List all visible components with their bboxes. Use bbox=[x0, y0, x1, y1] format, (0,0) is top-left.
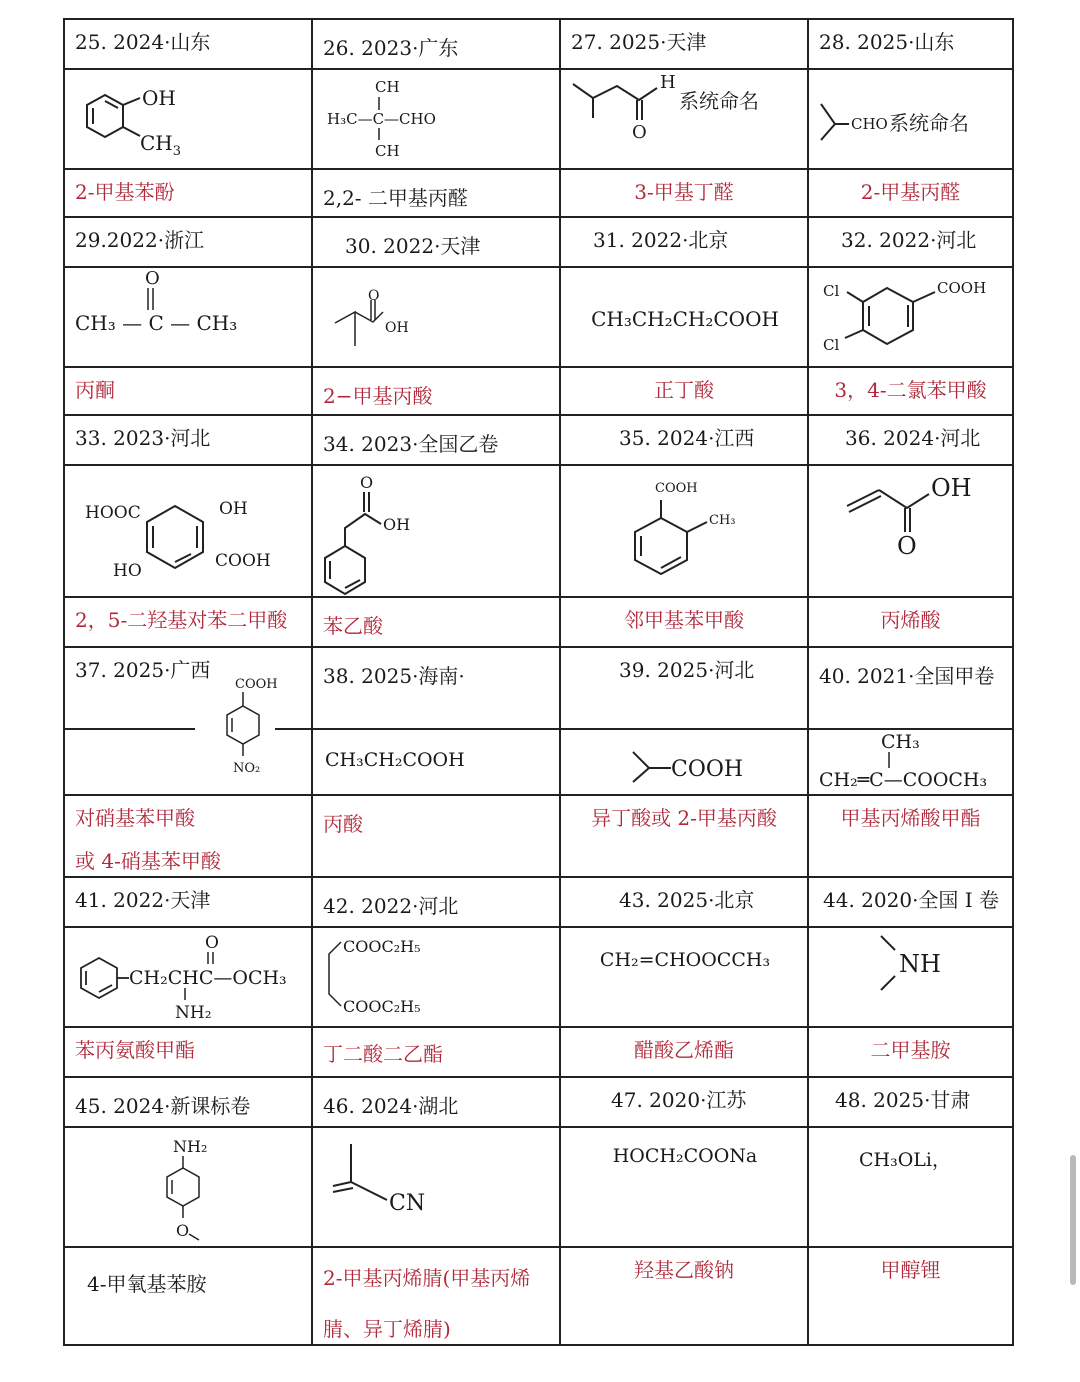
oh-label: OH bbox=[385, 320, 409, 336]
header-cell bbox=[64, 415, 312, 465]
question-label: 38. 2025·海南· bbox=[323, 664, 465, 688]
chain-label: CH₂CHC—OCH₃ bbox=[129, 967, 287, 989]
header-row bbox=[64, 1077, 1013, 1127]
answer-row bbox=[64, 1027, 1013, 1077]
header-cell bbox=[64, 877, 312, 927]
answer-cell bbox=[64, 597, 312, 647]
answer-cell bbox=[560, 169, 808, 217]
answer-row bbox=[64, 597, 1013, 647]
ch3-label: $CH_3$ bbox=[140, 131, 182, 159]
answer-cell bbox=[312, 1247, 560, 1345]
structure-methyl-methacrylate bbox=[809, 730, 1013, 795]
answer-cell bbox=[560, 795, 808, 877]
question-label: 46. 2024·湖北 bbox=[323, 1094, 459, 1118]
answer-text: 2，5-二羟基对苯二甲酸 bbox=[75, 608, 288, 632]
answer-text-alt: 或 4-硝基苯甲酸 bbox=[75, 849, 221, 873]
header-row bbox=[64, 19, 1013, 69]
cooh-label: COOH bbox=[655, 481, 698, 496]
nh2-label: NH₂ bbox=[173, 1137, 208, 1156]
structure-cell bbox=[808, 69, 1013, 169]
o-label: O bbox=[632, 122, 647, 143]
answer-text: 2-甲基丙醛 bbox=[860, 180, 961, 204]
question-label: 45. 2024·新课标卷 bbox=[75, 1094, 251, 1118]
o-label: O bbox=[360, 473, 374, 492]
answer-text: 丙酸 bbox=[323, 812, 363, 836]
structure-row bbox=[64, 1127, 1013, 1247]
structure-cell bbox=[64, 267, 312, 367]
answer-text: 甲基丙烯酸甲酯 bbox=[840, 806, 981, 830]
answer-cell bbox=[312, 597, 560, 647]
header-cell bbox=[560, 19, 808, 69]
header-cell bbox=[560, 217, 808, 267]
header-cell bbox=[312, 217, 560, 267]
ch3-label: CH₃ bbox=[709, 513, 736, 528]
header-cell bbox=[64, 217, 312, 267]
header-row bbox=[64, 415, 1013, 465]
header-cell bbox=[312, 19, 560, 69]
header-row bbox=[64, 877, 1013, 927]
cn-label: CN bbox=[389, 1191, 426, 1216]
answer-cell bbox=[64, 1247, 312, 1345]
answer-cell bbox=[312, 795, 560, 877]
chemistry-naming-table bbox=[63, 18, 1014, 1346]
structure-cell bbox=[808, 1127, 1013, 1247]
answer-text-alt: 腈、异丁烯腈) bbox=[323, 1317, 451, 1341]
ester-label: COOC₂H₅ bbox=[343, 997, 421, 1016]
answer-cell bbox=[64, 169, 312, 217]
structure-cell bbox=[64, 927, 312, 1027]
nh2-label: NH₂ bbox=[175, 1003, 212, 1023]
formula-text: CH₂═C—COOCH₃ bbox=[819, 769, 988, 791]
answer-text: 4-甲氧基苯胺 bbox=[87, 1272, 207, 1296]
answer-cell bbox=[560, 367, 808, 415]
structure-cell bbox=[312, 927, 560, 1027]
header-cell bbox=[312, 1077, 560, 1127]
formula-text: CH₃ — C — CH₃ bbox=[75, 311, 238, 335]
header-cell bbox=[64, 1077, 312, 1127]
structure-vinyl-acetate bbox=[561, 928, 808, 1027]
header-cell bbox=[808, 415, 1013, 465]
oh-label: OH bbox=[142, 86, 176, 110]
header-cell bbox=[312, 877, 560, 927]
structure-cell bbox=[808, 927, 1013, 1027]
structure-phenylalanine-methyl-ester bbox=[65, 928, 312, 1027]
question-label: 35. 2024·江西 bbox=[619, 426, 755, 450]
structure-cell bbox=[312, 465, 560, 597]
header-cell bbox=[808, 1077, 1013, 1127]
question-label: 37. 2025·广西 bbox=[75, 658, 211, 682]
cho-label: CHO bbox=[851, 115, 888, 133]
cooh-label: COOH bbox=[671, 757, 744, 782]
formula-text: CH₃CH₂COOH bbox=[325, 749, 465, 771]
cooh-label: COOH bbox=[235, 677, 278, 692]
formula-text: CH₃CH₂CH₂COOH bbox=[591, 307, 779, 331]
structure-cell bbox=[64, 69, 312, 169]
answer-text: 2−甲基丙酸 bbox=[323, 384, 433, 408]
formula-text: CH₂=CHOOCCH₃ bbox=[599, 949, 771, 971]
answer-text: 苯乙酸 bbox=[323, 614, 383, 638]
header-cell bbox=[312, 415, 560, 465]
formula-text: HOCH₂COONa bbox=[612, 1145, 758, 1167]
structure-cell bbox=[312, 1127, 560, 1247]
oh-label: OH bbox=[219, 499, 248, 519]
question-label: 27. 2025·天津 bbox=[571, 30, 707, 54]
question-label: 36. 2024·河北 bbox=[845, 426, 981, 450]
structure-row bbox=[64, 927, 1013, 1027]
answer-text: 异丁酸或 2-甲基丙酸 bbox=[591, 806, 777, 830]
oh-label: OH bbox=[931, 474, 972, 502]
structure-cell bbox=[312, 267, 560, 367]
question-label: 44. 2020·全国 I 卷 bbox=[823, 888, 1000, 912]
structure-3-methylbutanal bbox=[561, 70, 808, 169]
o-label: O bbox=[368, 288, 380, 304]
oh-label: OH bbox=[383, 515, 411, 534]
answer-cell bbox=[64, 1027, 312, 1077]
question-label: 48. 2025·甘肃 bbox=[835, 1088, 971, 1112]
answer-text: 3，4-二氯苯甲酸 bbox=[834, 378, 987, 402]
structure-phenylacetic-acid bbox=[313, 466, 560, 597]
structure-cell bbox=[312, 69, 560, 169]
structure-row bbox=[64, 69, 1013, 169]
structure-lithium-methoxide bbox=[809, 1128, 1013, 1247]
no2-label: NO₂ bbox=[233, 761, 261, 776]
question-label: 47. 2020·江苏 bbox=[611, 1088, 747, 1112]
structure-cell bbox=[560, 69, 808, 169]
ester-label: COOC₂H₅ bbox=[343, 937, 421, 956]
structure-2-methylbenzoic-acid bbox=[561, 466, 808, 597]
answer-text: 2-甲基苯酚 bbox=[75, 180, 175, 204]
cooh-label: COOH bbox=[937, 279, 987, 297]
structure-acetone bbox=[65, 268, 312, 367]
ho-label: HO bbox=[113, 561, 142, 581]
header-cell bbox=[808, 19, 1013, 69]
question-label: 40. 2021·全国甲卷 bbox=[819, 664, 995, 688]
structure-dichlorobenzoic-acid bbox=[809, 268, 1013, 367]
answer-row bbox=[64, 367, 1013, 415]
question-label: 25. 2024·山东 bbox=[75, 30, 211, 54]
answer-text: 苯丙氨酸甲酯 bbox=[75, 1038, 195, 1062]
structure-cell bbox=[560, 267, 808, 367]
o-label: O bbox=[176, 1221, 190, 1240]
o-label: O bbox=[145, 268, 160, 289]
answer-cell bbox=[312, 367, 560, 415]
answer-cell bbox=[560, 1027, 808, 1077]
structure-dimethylamine bbox=[809, 928, 1013, 1027]
ch3-label: CH₃ bbox=[881, 731, 920, 753]
answer-text: 醋酸乙烯酯 bbox=[634, 1038, 734, 1062]
answer-text: 邻甲基苯甲酸 bbox=[624, 608, 744, 632]
nh-label: NH bbox=[899, 950, 941, 978]
question-label: 41. 2022·天津 bbox=[75, 888, 211, 912]
question-label: 26. 2023·广东 bbox=[323, 36, 459, 60]
header-cell bbox=[64, 19, 312, 69]
structure-cell bbox=[64, 677, 312, 795]
structure-2-methylpropanal bbox=[809, 70, 1013, 169]
structure-butanoic-acid bbox=[561, 268, 808, 367]
answer-row bbox=[64, 795, 1013, 877]
answer-cell bbox=[64, 367, 312, 415]
question-label: 30. 2022·天津 bbox=[345, 234, 481, 258]
answer-text: 羟基乙酸钠 bbox=[634, 1258, 734, 1282]
answer-text: 甲醇锂 bbox=[880, 1258, 941, 1282]
question-label: 31. 2022·北京 bbox=[593, 228, 729, 252]
structure-cell bbox=[560, 465, 808, 597]
answer-cell bbox=[560, 597, 808, 647]
o-label: O bbox=[897, 532, 917, 560]
header-cell bbox=[808, 877, 1013, 927]
header-row bbox=[64, 217, 1013, 267]
structure-cell bbox=[808, 729, 1013, 795]
structure-diethyl-succinate bbox=[313, 928, 560, 1027]
chain-label: H₃C—C—CHO bbox=[327, 110, 436, 128]
structure-propanoic-acid bbox=[313, 730, 560, 795]
answer-row bbox=[64, 1247, 1013, 1345]
answer-cell bbox=[808, 1247, 1013, 1345]
header-cell bbox=[560, 647, 808, 729]
structure-cell bbox=[560, 729, 808, 795]
answer-text: 2,2- 二甲基丙醛 bbox=[323, 186, 468, 210]
structure-cell bbox=[64, 465, 312, 597]
scrollbar-thumb[interactable] bbox=[1070, 1155, 1076, 1285]
structure-cell bbox=[560, 927, 808, 1027]
instruction-text: 系统命名 bbox=[889, 111, 969, 135]
structure-cell bbox=[312, 729, 560, 795]
question-label: 33. 2023·河北 bbox=[75, 426, 211, 450]
answer-text: 二甲基胺 bbox=[870, 1038, 951, 1062]
structure-isobutyric-acid bbox=[561, 730, 808, 795]
answer-cell bbox=[64, 795, 312, 877]
cooh-label: COOH bbox=[215, 551, 271, 571]
question-label: 43. 2025·北京 bbox=[619, 888, 755, 912]
hooc-label: HOOC bbox=[85, 503, 141, 523]
ch3-label: CH bbox=[375, 142, 400, 160]
o-label: O bbox=[205, 933, 219, 953]
answer-row bbox=[64, 169, 1013, 217]
structure-row bbox=[64, 465, 1013, 597]
answer-cell bbox=[808, 1027, 1013, 1077]
question-label: 42. 2022·河北 bbox=[323, 894, 459, 918]
structure-2-methylpropanoic-acid bbox=[313, 268, 560, 367]
answer-text: 2-甲基丙烯腈(甲基丙烯 bbox=[323, 1266, 531, 1290]
structure-2-methylphenol bbox=[65, 70, 312, 169]
structure-cell bbox=[808, 465, 1013, 597]
ch3-label: CH bbox=[375, 78, 400, 96]
question-label: 29.2022·浙江 bbox=[75, 228, 205, 252]
question-label: 28. 2025·山东 bbox=[819, 30, 955, 54]
answer-cell bbox=[808, 597, 1013, 647]
structure-row bbox=[64, 729, 1013, 795]
structure-methacrylonitrile bbox=[313, 1128, 560, 1247]
answer-cell bbox=[808, 367, 1013, 415]
answer-text: 正丁酸 bbox=[654, 378, 714, 402]
header-cell bbox=[560, 877, 808, 927]
answer-text: 丙烯酸 bbox=[880, 608, 941, 632]
structure-acrylic-acid bbox=[809, 466, 1013, 597]
cl-label: Cl bbox=[823, 282, 840, 300]
answer-text: 丁二酸二乙酯 bbox=[323, 1042, 443, 1066]
answer-text: 3-甲基丁醛 bbox=[634, 180, 734, 204]
question-label: 34. 2023·全国乙卷 bbox=[323, 432, 499, 456]
structure-dimethylpropanal bbox=[313, 70, 560, 169]
question-label: 32. 2022·河北 bbox=[841, 228, 977, 252]
answer-cell bbox=[808, 169, 1013, 217]
answer-text: 丙酮 bbox=[75, 378, 115, 402]
header-cell bbox=[560, 415, 808, 465]
answer-cell bbox=[312, 169, 560, 217]
header-cell bbox=[560, 1077, 808, 1127]
answer-cell bbox=[560, 1247, 808, 1345]
structure-cell bbox=[560, 1127, 808, 1247]
answer-cell bbox=[312, 1027, 560, 1077]
structure-4-methoxyaniline bbox=[65, 1128, 312, 1247]
structure-dihydroxyterephthalic-acid bbox=[65, 466, 312, 597]
answer-cell bbox=[808, 795, 1013, 877]
header-cell bbox=[312, 647, 560, 729]
structure-cell bbox=[808, 267, 1013, 367]
structure-4-nitrobenzoic-acid bbox=[65, 652, 313, 796]
header-cell bbox=[808, 647, 1013, 729]
formula-text: CH₃OLi， bbox=[859, 1149, 951, 1171]
answer-text: 对硝基苯甲酸 bbox=[75, 806, 195, 830]
structure-cell bbox=[64, 1127, 312, 1247]
h-label: H bbox=[660, 72, 676, 93]
cl-label: Cl bbox=[823, 336, 840, 354]
structure-row bbox=[64, 267, 1013, 367]
header-cell bbox=[808, 217, 1013, 267]
structure-sodium-glycolate bbox=[561, 1128, 808, 1247]
question-label: 39. 2025·河北 bbox=[619, 658, 755, 682]
instruction-text: 系统命名 bbox=[679, 89, 759, 113]
